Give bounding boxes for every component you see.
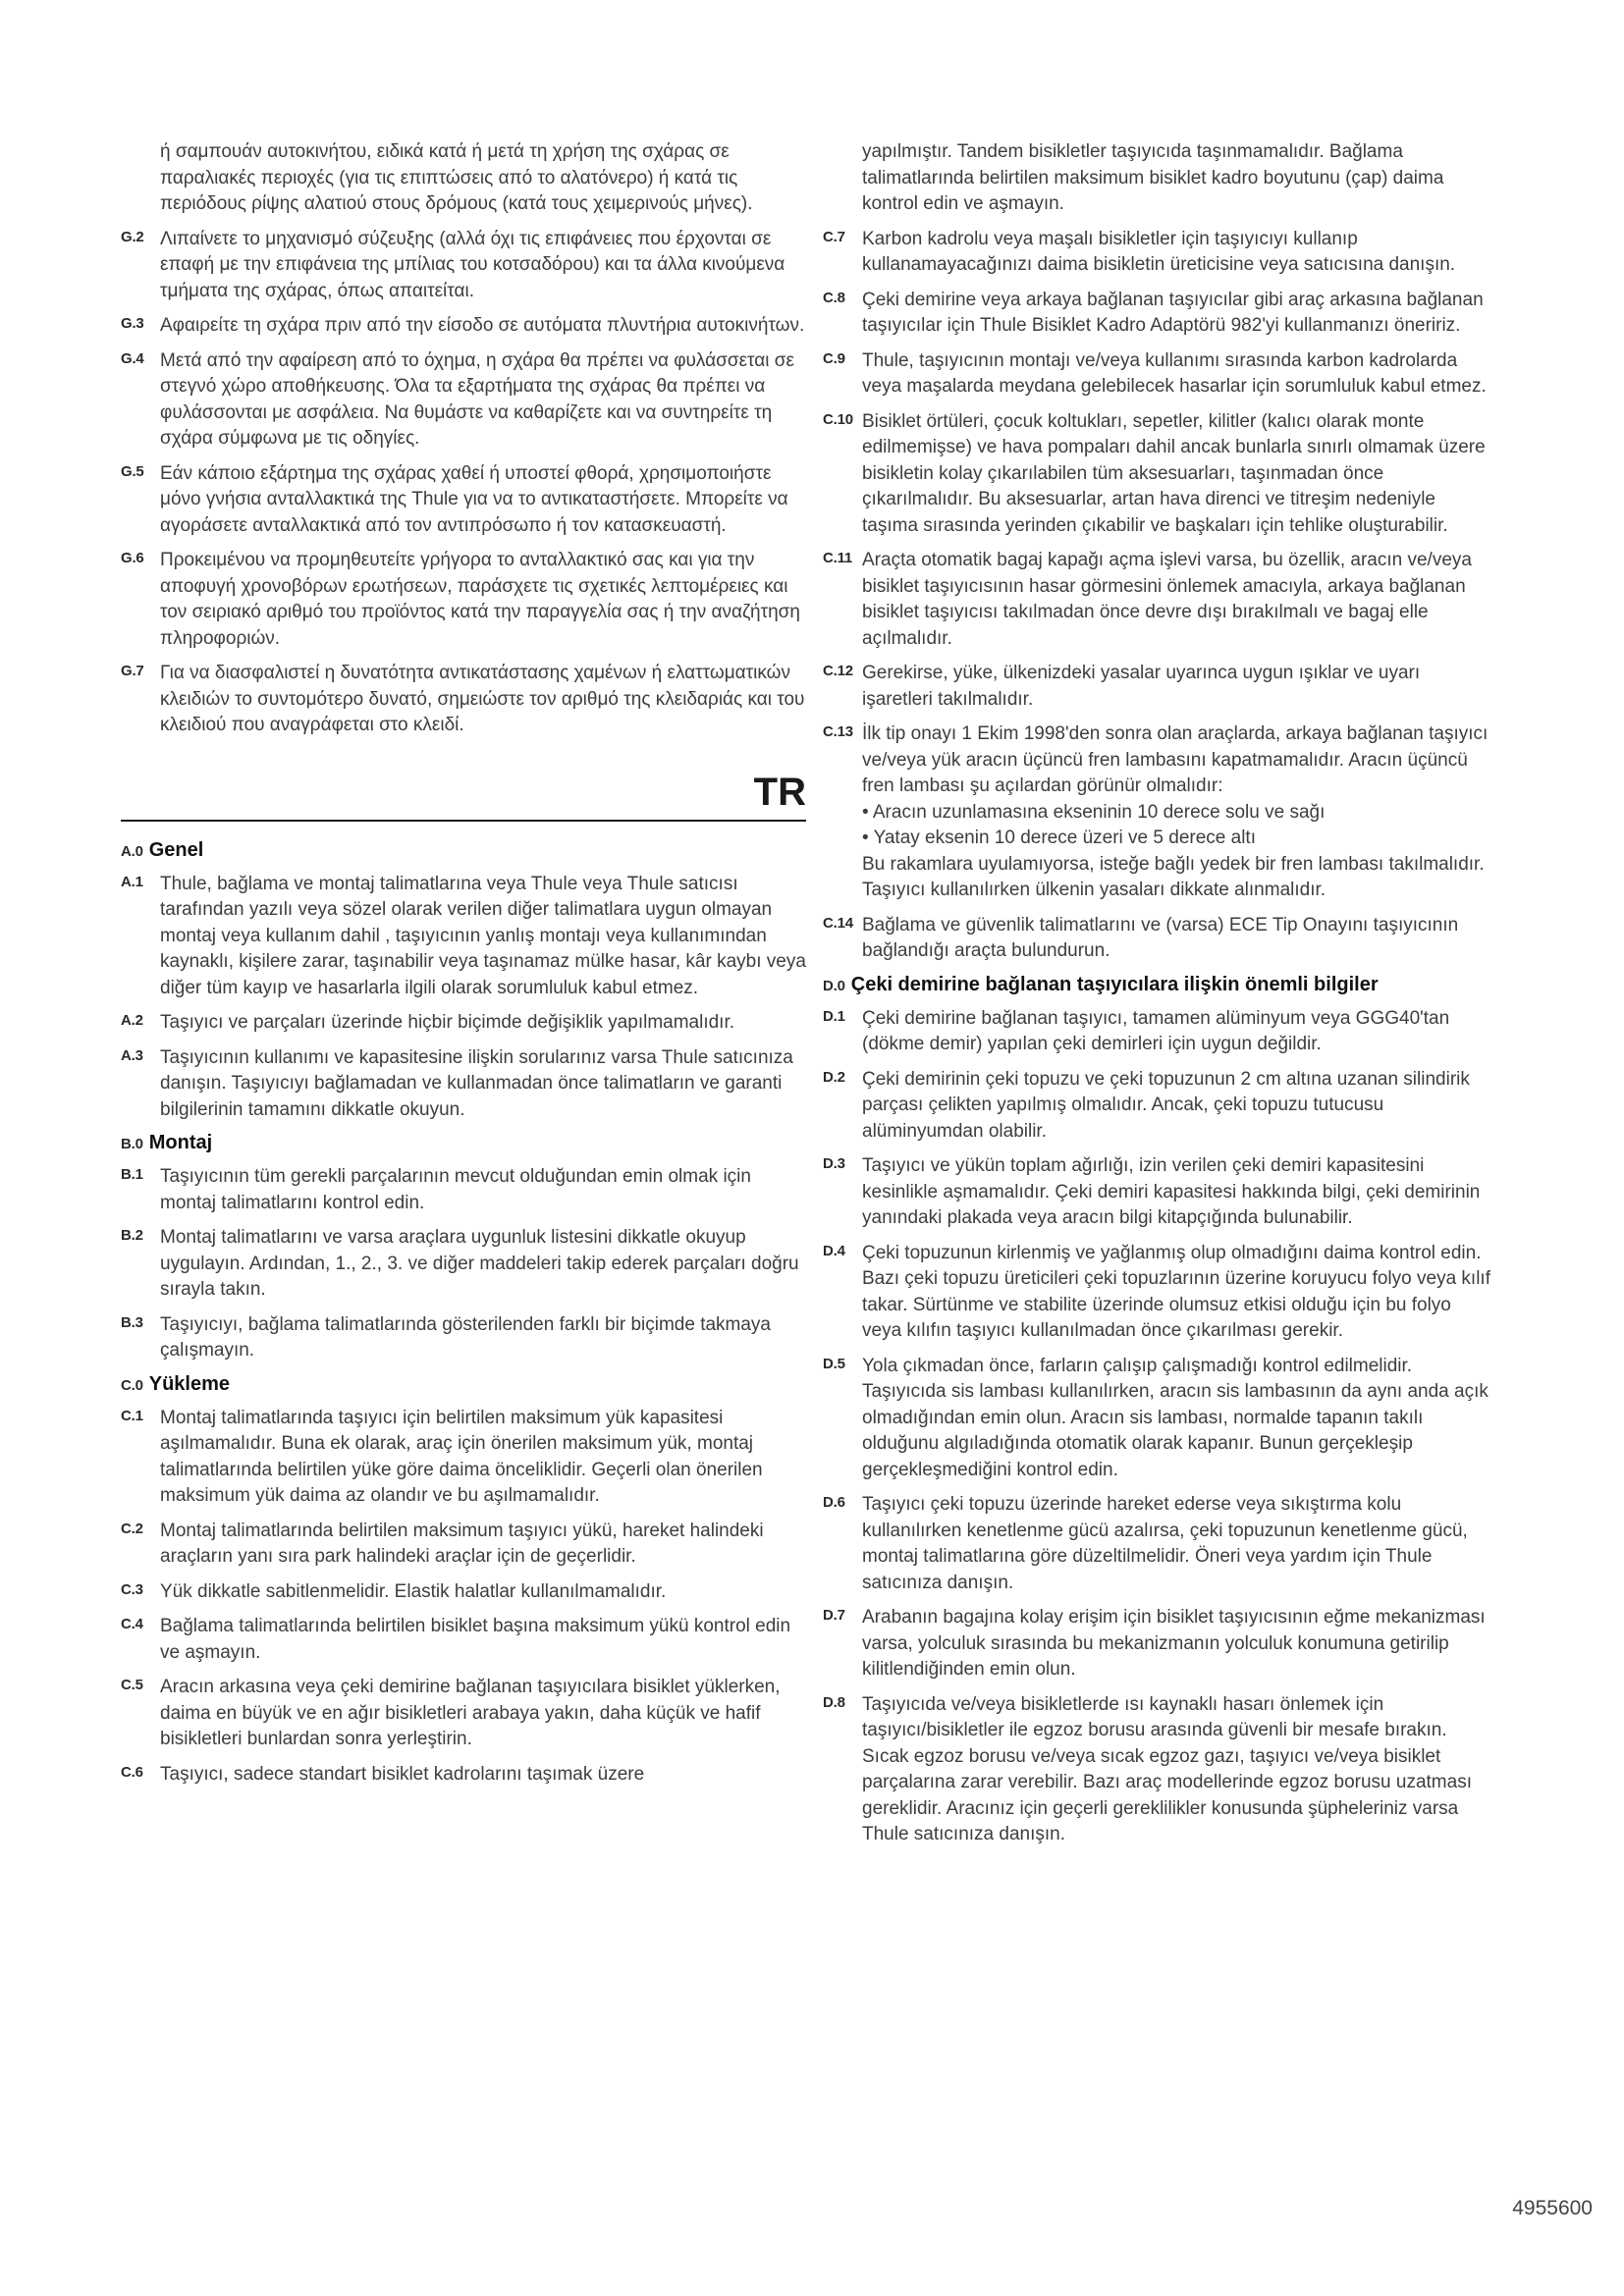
item-number: D.1	[823, 1007, 845, 1025]
item-number: C.2	[121, 1520, 143, 1537]
item-text: Taşıyıcının tüm gerekli parçalarının mevcut olduğundan emin olmak için montaj talimatlarını kontrol edin.	[160, 1166, 751, 1213]
item-number: A.1	[121, 873, 143, 890]
section-d-title: Çeki demirine bağlanan taşıyıcılara ilişkin önemli bilgiler	[850, 973, 1379, 995]
list-item	[823, 348, 1494, 400]
item-bullet: • Aracın uzunlamasına ekseninin 10 derece solu ve sağı	[862, 801, 1326, 823]
item-text: Gerekirse, yüke, ülkenizdeki yasalar uyarınca uygun ışıklar ve uyarı işaretleri takılmalıdır.	[862, 663, 1421, 710]
greek-list	[121, 227, 806, 739]
item-number: C.3	[121, 1580, 143, 1598]
item-text: Arabanın bagajına kolay erişim için bisiklet taşıyıcısının eğme mekanizması varsa, yolculuk sırasında bu mekanizmanın yolculuk konumuna getirilip kilitlendiğinden emin olun.	[862, 1607, 1486, 1680]
item-text: Taşıyıcının kullanımı ve kapasitesine ilişkin sorularınız varsa Thule satıcınıza danışın. Taşıyıcıyı bağlamadan ve kullanmadan önce talimatların ve garanti bilgilerinin tamamını dikkatle okuyun.	[160, 1046, 793, 1120]
list-item	[121, 548, 806, 652]
item-text: Aracın arkasına veya çeki demirine bağlanan taşıyıcılara bisiklet yüklerken, daima en büyük ve en ağır bisikletleri arabaya yakın, daha küçük ve hafif bisikletleri bunlardan sonra yerleştirin.	[160, 1677, 781, 1749]
item-number: D.4	[823, 1242, 845, 1259]
item-number: B.2	[121, 1227, 143, 1244]
section-a-list	[121, 872, 806, 1124]
list-item	[823, 721, 1494, 904]
list-item	[121, 661, 806, 739]
item-text: Taşıyıcıyı, bağlama talimatlarında gösterilenden farklı bir biçimde takmaya çalışmayın.	[160, 1313, 771, 1361]
list-item	[121, 1519, 806, 1571]
list-item	[823, 1354, 1494, 1484]
section-d-number: D.0	[823, 977, 845, 994]
list-item	[121, 348, 806, 453]
item-text: Bağlama talimatlarında belirtilen bisiklet başına maksimum yükü kontrol edin ve aşmayın.	[160, 1616, 791, 1663]
item-text: Montaj talimatlarını ve varsa araçlara uygunluk listesini dikkatle okuyup uygulayın. Ardından, 1., 2., 3. ve diğer maddeleri takip ederek parçaları doğru sırayla takın.	[160, 1227, 799, 1300]
list-item	[121, 227, 806, 305]
list-item	[823, 1241, 1494, 1345]
item-number: C.14	[823, 914, 853, 932]
item-text: Çeki demirine bağlanan taşıyıcı, tamamen alüminyum veya GGG40'tan (dökme demir) yapılan çeki demirleri için uygun değildir.	[862, 1007, 1450, 1054]
item-text: Λιπαίνετε το μηχανισμό σύζευξης (αλλά όχι τις επιφάνειες που έρχονται σε επαφή με την επιφάνεια της μπίλιας του κοτσαδόρου) και τα άλλα κινούμενα τμήματα της σχάρας, όπως απαιτείται.	[160, 228, 785, 301]
list-item	[823, 661, 1494, 713]
list-item	[823, 1692, 1494, 1848]
section-a-heading	[121, 839, 806, 862]
item-number: D.8	[823, 1693, 845, 1711]
right-column	[823, 139, 1494, 1857]
left-column	[121, 139, 806, 1796]
section-c-list-right	[823, 227, 1494, 965]
item-text: Taşıyıcı, sadece standart bisiklet kadrolarını taşımak üzere	[160, 1763, 645, 1785]
list-item	[121, 1406, 806, 1510]
list-item	[823, 1153, 1494, 1232]
item-number: G.4	[121, 349, 144, 367]
item-text: Çeki demirine veya arkaya bağlanan taşıyıcılar gibi araç arkasına bağlanan taşıyıcılar için Thule Bisiklet Kadro Adaptörü 982'yi kullanmanızı öneririz.	[862, 289, 1484, 336]
c6-continuation: yapılmıştır. Tandem bisikletler taşıyıcıda taşınmamalıdır. Bağlama talimatlarında belirtilen maksimum bisiklet kadro boyutunu (çap) daima kontrol edin ve aşmayın.	[862, 141, 1444, 214]
page-code: 4955600	[1512, 2197, 1593, 2219]
section-b-number: B.0	[121, 1136, 143, 1152]
item-text: Taşıyıcıda ve/veya bisikletlerde ısı kaynaklı hasarı önlemek için taşıyıcı/bisikletler ile egzoz borusu arasında güvenli bir mesafe bırakın. Sıcak egzoz borusu ve/veya sıcak egzoz gazı, taşıyıcı ve/veya bisiklet parçalarına zarar verebilir. Bazı araç modellerinde egzoz borusu uzatması gereklidir. Aracınız için geçerli gereklilikler konusunda şüpheleriniz varsa Thule satıcınıza danışın.	[862, 1693, 1472, 1844]
item-number: G.2	[121, 228, 144, 245]
item-number: D.2	[823, 1068, 845, 1086]
section-c-number: C.0	[121, 1376, 143, 1394]
item-text: Εάν κάποιο εξάρτημα της σχάρας χαθεί ή υποστεί φθορά, χρησιμοποιήστε μόνο γνήσια ανταλλακτικά της Thule για να το αντικαταστήσετε. Μπορείτε να αγοράσετε ανταλλακτικά από τον αντιπρόσωπο ή τον κατασκευαστή.	[160, 462, 788, 536]
item-number: G.6	[121, 550, 144, 566]
list-item	[823, 913, 1494, 965]
item-number: G.7	[121, 663, 144, 679]
section-b-heading	[121, 1132, 806, 1154]
item-number: A.2	[121, 1012, 143, 1029]
item-number: C.4	[121, 1616, 143, 1632]
list-item	[121, 1225, 806, 1304]
item-text: Karbon kadrolu veya maşalı bisikletler için taşıyıcıyı kullanıp kullanamayacağınızı daima bisikletin üreticisine veya satıcısına danışın.	[862, 228, 1456, 275]
list-item	[121, 1614, 806, 1666]
item-text: Αφαιρείτε τη σχάρα πριν από την είσοδο σε αυτόματα πλυντήρια αυτοκινήτων.	[160, 315, 805, 336]
section-b-title: Montaj	[148, 1132, 213, 1153]
item-text: Taşıyıcı çeki topuzu üzerinde hareket ederse veya sıkıştırma kolu kullanılırken kenetlenme gücü azalırsa, çeki topuzunun kenetlenme gücü, montaj talimatlarına göre düzeltilmelidir. Öneri veya yardım için Thule satıcınıza danışın.	[862, 1494, 1468, 1593]
item-number: C.12	[823, 663, 853, 679]
item-number: A.3	[121, 1046, 143, 1064]
list-item	[121, 1045, 806, 1124]
item-number: D.7	[823, 1607, 845, 1624]
item-text: Μετά από την αφαίρεση από το όχημα, η σχάρα θα πρέπει να φυλάσσεται σε στεγνό χώρο αποθήκευσης. Όλα τα εξαρτήματα της σχάρας θα πρέπει να φυλάσσονται με ασφάλεια. Να θυμάστε να καθαρίζετε και να συντηρείτε τη σχάρα σύμφωνα με τις οδηγίες.	[160, 349, 794, 449]
item-number: C.8	[823, 289, 845, 306]
item-number: C.9	[823, 349, 845, 367]
item-number: D.5	[823, 1355, 845, 1372]
list-item	[823, 1006, 1494, 1058]
item-number: C.1	[121, 1407, 143, 1424]
item-number: G.5	[121, 462, 144, 480]
item-text: Araçta otomatik bagaj kapağı açma işlevi varsa, bu özellik, aracın ve/veya bisiklet taşıyıcısının hasar görmesini önlemek amacıyla, arkaya bağlanan bisiklet taşıyıcısı takılmadan önce devre dışı bırakılmalı ve bagaj elle açılmalıdır.	[862, 550, 1472, 649]
list-item	[823, 548, 1494, 652]
list-item	[823, 1605, 1494, 1683]
list-item	[121, 1164, 806, 1216]
item-text: Taşıyıcı ve yükün toplam ağırlığı, izin verilen çeki demiri kapasitesini kesinlikle aşmamalıdır. Çeki demiri kapasitesi hakkında bilgi, çeki demirinin yanındaki plakada veya aracın bilgi kitapçığında bulunabilir.	[862, 1155, 1481, 1228]
item-text: Bisiklet örtüleri, çocuk koltukları, sepetler, kilitler (kalıcı olarak monte edilmemişse) ve hava pompaları dahil ancak bunlarla sınırlı olmamak üzere bisikletin kolay çıkarılabilen tüm aksesuarları, taşınmadan önce çıkarılmalıdır. Bu aksesuarlar, artan hava direnci ve titreşim nedeniyle taşıma sırasında yerinden çıkabilir ve başkaları için tehlike oluşturabilir.	[862, 410, 1486, 536]
item-number: C.7	[823, 228, 845, 245]
section-d-list	[823, 1006, 1494, 1848]
list-item	[823, 288, 1494, 340]
item-number: B.3	[121, 1313, 143, 1331]
item-text: Yola çıkmadan önce, farların çalışıp çalışmadığı kontrol edilmelidir. Taşıyıcıda sis lambası kullanılırken, aracın sis lambasının da aynı anda açık olmadığından emin olun. Aracın sis lambası, normalde tapanın takılı olduğunu algıladığında otomatik olarak kapanır. Bunun gerçekleşip gerçekleşmediğini kontrol edin.	[862, 1355, 1489, 1480]
section-c-heading	[121, 1373, 806, 1396]
item-number: C.5	[121, 1677, 143, 1693]
item-text: Montaj talimatlarında taşıyıcı için belirtilen maksimum yük kapasitesi aşılmamalıdır. Buna ek olarak, araç için önerilen maksimum yük, montaj talimatlarında belirtilen yüke göre daima önceliklidir. Geçerli olan önerilen maksimum yük daima az olandır ve bu aşılmamalıdır.	[160, 1407, 763, 1506]
section-c-list-left	[121, 1406, 806, 1789]
list-item	[121, 872, 806, 1002]
item-number: D.6	[823, 1494, 845, 1511]
section-c-title: Yükleme	[148, 1372, 231, 1395]
item-tail: Bu rakamlara uyulamıyorsa, isteğe bağlı yedek bir fren lambası takılmalıdır. Taşıyıcı kullanılırken ülkenin yasaları dikkate alınmalıdır.	[862, 853, 1485, 900]
item-text: Thule, taşıyıcının montajı ve/veya kullanımı sırasında karbon kadrolarda veya maşalarda meydana gelebilecek hasarlar için sorumluluk kabul etmez.	[862, 349, 1487, 397]
item-text: Thule, bağlama ve montaj talimatlarına veya Thule veya Thule satıcısı tarafından yazılı veya sözel olarak verilen diğer talimatlara uygun olmayan montaj veya kullanım dahil , taşıyıcının yanlış montajı veya kullanımından kaynaklı, kişilere zarar, taşınabilir veya taşınamaz mülke hasar, kâr kaybı veya diğer tüm kayıp ve hasarlarla ilgili olarak sorumluluk kabul etmez.	[160, 873, 806, 998]
item-number: C.6	[121, 1763, 143, 1781]
section-a-number: A.0	[121, 842, 143, 860]
item-text: Bağlama ve güvenlik talimatlarını ve (varsa) ECE Tip Onayını taşıyıcının bağlandığı araçta bulundurun.	[862, 914, 1459, 961]
item-text: Montaj talimatlarında belirtilen maksimum taşıyıcı yükü, hareket halindeki araçların yanı sıra park halindeki araçlar için de geçerlidir.	[160, 1520, 764, 1567]
section-d-heading	[823, 974, 1494, 996]
item-number: D.3	[823, 1155, 845, 1172]
greek-continuation: ή σαμπουάν αυτοκινήτου, ειδικά κατά ή μετά τη χρήση της σχάρας σε παραλιακές περιοχές (για τις επιπτώσεις από το αλατόνερο) ή κατά τις περιόδους ρίψης αλατιού στους δρόμους (κατά τους χειμερινούς μήνες).	[160, 141, 753, 214]
list-item	[823, 227, 1494, 279]
item-text: Yük dikkatle sabitlenmelidir. Elastik halatlar kullanılmamalıdır.	[160, 1580, 667, 1602]
list-item	[121, 1579, 806, 1606]
language-divider	[121, 820, 806, 822]
list-item	[823, 1067, 1494, 1146]
list-item	[121, 1762, 806, 1789]
section-a-title: Genel	[148, 838, 204, 861]
item-number: G.3	[121, 315, 144, 332]
item-text: Çeki demirinin çeki topuzu ve çeki topuzunun 2 cm altına uzanan silindirik parçası çelikten yapılmış olmalıdır. Ancak, çeki topuzu tutucusu alüminyumdan olabilir.	[862, 1068, 1470, 1142]
list-item	[121, 1312, 806, 1364]
item-text: Προκειμένου να προμηθευτείτε γρήγορα το ανταλλακτικό σας και για την αποφυγή χρονοβόρων ερωτήσεων, παράσχετε τις σχετικές λεπτομέρειες και τον σειριακό αριθμό του προϊόντος κατά την παραγγελία σας ή την αναζήτηση πληροφοριών.	[160, 550, 800, 649]
item-text: Για να διασφαλιστεί η δυνατότητα αντικατάστασης χαμένων ή ελαττωματικών κλειδιών το συντομότερο δυνατό, σημειώστε τον αριθμό της κλειδαριάς και του κλειδιού που αναγράφεται στο κλειδί.	[160, 663, 805, 735]
item-bullet: • Yatay eksenin 10 derece üzeri ve 5 derece altı	[862, 828, 1256, 848]
list-item	[121, 313, 806, 340]
item-text: Çeki topuzunun kirlenmiş ve yağlanmış olup olmadığını daima kontrol edin. Bazı çeki topuzu üreticileri çeki topuzlarının üzerine koruyucu folyo veya kılıf takar. Sürtünme ve stabilite üzerinde olumsuz etkisi olduğu için bu folyo veya kılıfın taşıyıcı kullanılmadan önce çıkarılması gerekir.	[862, 1242, 1490, 1341]
list-item	[823, 1492, 1494, 1596]
item-number: C.13	[823, 723, 853, 740]
list-item	[121, 1675, 806, 1753]
list-item	[121, 461, 806, 540]
item-number: C.10	[823, 410, 853, 428]
item-text: Taşıyıcı ve parçaları üzerinde hiçbir biçimde değişiklik yapılmamalıdır.	[160, 1012, 735, 1033]
language-code: TR	[753, 770, 806, 814]
list-item	[823, 409, 1494, 540]
list-item	[121, 1010, 806, 1037]
item-number: B.1	[121, 1166, 143, 1183]
section-b-list	[121, 1164, 806, 1364]
item-number: C.11	[823, 550, 853, 566]
item-text: İlk tip onayı 1 Ekim 1998'den sonra olan araçlarda, arkaya bağlanan taşıyıcı ve/veya yük aracın üçüncü fren lambasını kapatmamalıdır. Aracın üçüncü fren lambası şu açılardan görünür olmalıdır:	[862, 723, 1489, 796]
